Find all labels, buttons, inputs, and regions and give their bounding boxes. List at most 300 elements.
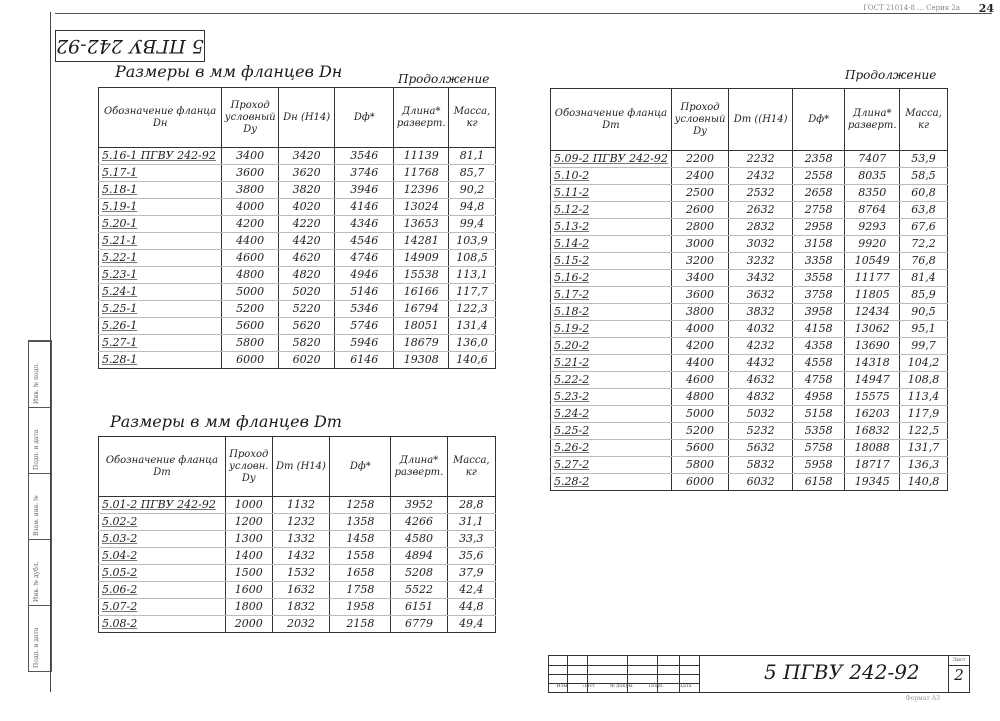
value-cell: 2500 <box>671 185 728 202</box>
value-cell: 6032 <box>729 474 793 491</box>
value-cell: 67,6 <box>900 219 948 236</box>
value-cell: 136,3 <box>900 457 948 474</box>
value-cell: 2000 <box>225 616 272 633</box>
flange-designation-cell: 5.22-2 <box>551 372 672 389</box>
value-cell: 3158 <box>793 236 845 253</box>
title-block-col-label: Подп. <box>648 683 665 689</box>
column-header: Dт ((H14) <box>729 89 793 151</box>
value-cell: 9293 <box>845 219 900 236</box>
value-cell: 95,1 <box>900 321 948 338</box>
side-strip-cell <box>29 539 51 606</box>
value-cell: 16166 <box>394 284 449 301</box>
flange-designation-cell: 5.23-1 <box>99 267 222 284</box>
value-cell: 12396 <box>394 182 449 199</box>
flange-designation-cell: 5.26-1 <box>99 318 222 335</box>
value-cell: 3400 <box>222 148 279 165</box>
page-number: 24 <box>978 2 994 15</box>
value-cell: 15575 <box>845 389 900 406</box>
column-header: Dн (H14) <box>279 88 335 148</box>
flange-designation-cell: 5.25-1 <box>99 301 222 318</box>
value-cell: 2832 <box>729 219 793 236</box>
value-cell: 5232 <box>729 423 793 440</box>
column-header: Dф* <box>330 437 391 497</box>
value-cell: 6020 <box>279 352 335 369</box>
column-header: Масса, кг <box>449 88 496 148</box>
value-cell: 4020 <box>279 199 335 216</box>
table-row <box>99 565 496 582</box>
value-cell: 12434 <box>845 304 900 321</box>
value-cell: 2358 <box>793 151 845 168</box>
value-cell: 3800 <box>671 304 728 321</box>
value-cell: 1458 <box>330 531 391 548</box>
value-cell: 6146 <box>335 352 394 369</box>
flange-designation-cell: 5.27-1 <box>99 335 222 352</box>
value-cell: 76,8 <box>900 253 948 270</box>
value-cell: 4400 <box>222 233 279 250</box>
value-cell: 4032 <box>729 321 793 338</box>
value-cell: 1132 <box>272 497 330 514</box>
value-cell: 31,1 <box>447 514 495 531</box>
value-cell: 99,7 <box>900 338 948 355</box>
title-block-labels <box>549 683 699 689</box>
value-cell: 4832 <box>729 389 793 406</box>
value-cell: 2658 <box>793 185 845 202</box>
value-cell: 1432 <box>272 548 330 565</box>
flange-designation-cell: 5.19-1 <box>99 199 222 216</box>
value-cell: 3400 <box>671 270 728 287</box>
flange-designation-cell: 5.18-2 <box>551 304 672 321</box>
value-cell: 5832 <box>729 457 793 474</box>
value-cell: 1532 <box>272 565 330 582</box>
table-row <box>551 151 948 168</box>
left-top-heading: Размеры в мм фланцев Dн <box>115 62 343 81</box>
table-row <box>99 531 496 548</box>
value-cell: 11177 <box>845 270 900 287</box>
title-block-col-label: Изм <box>556 683 568 689</box>
table-row <box>99 352 496 369</box>
column-header: Масса, кг <box>447 437 495 497</box>
flange-dt-table-2 <box>550 88 948 491</box>
value-cell: 90,2 <box>449 182 496 199</box>
value-cell: 6000 <box>222 352 279 369</box>
value-cell: 108,8 <box>900 372 948 389</box>
flange-designation-cell: 5.01-2 ПГВУ 242-92 <box>99 497 226 514</box>
side-strip-cell <box>29 341 51 408</box>
value-cell: 1300 <box>225 531 272 548</box>
value-cell: 3200 <box>671 253 728 270</box>
value-cell: 1000 <box>225 497 272 514</box>
table-row <box>551 406 948 423</box>
value-cell: 13653 <box>394 216 449 233</box>
table-row <box>99 318 496 335</box>
value-cell: 4894 <box>391 548 447 565</box>
table-row <box>99 599 496 616</box>
value-cell: 2558 <box>793 168 845 185</box>
value-cell: 4820 <box>279 267 335 284</box>
value-cell: 3232 <box>729 253 793 270</box>
value-cell: 5146 <box>335 284 394 301</box>
value-cell: 3620 <box>279 165 335 182</box>
table-row <box>99 335 496 352</box>
value-cell: 3958 <box>793 304 845 321</box>
column-header: Dф* <box>793 89 845 151</box>
flange-designation-cell: 5.09-2 ПГВУ 242-92 <box>551 151 672 168</box>
flange-designation-cell: 5.24-1 <box>99 284 222 301</box>
value-cell: 1500 <box>225 565 272 582</box>
sheet-label: Лист <box>952 657 966 663</box>
column-header: Обозначение фланца Dт <box>551 89 672 151</box>
table-row <box>551 287 948 304</box>
table-row <box>99 216 496 233</box>
flange-designation-cell: 5.16-1 ПГВУ 242-92 <box>99 148 222 165</box>
value-cell: 4000 <box>671 321 728 338</box>
value-cell: 42,4 <box>447 582 495 599</box>
value-cell: 7407 <box>845 151 900 168</box>
flange-designation-cell: 5.06-2 <box>99 582 226 599</box>
top-rule <box>55 13 992 14</box>
value-cell: 5620 <box>279 318 335 335</box>
value-cell: 63,8 <box>900 202 948 219</box>
value-cell: 4600 <box>671 372 728 389</box>
value-cell: 2200 <box>671 151 728 168</box>
value-cell: 3946 <box>335 182 394 199</box>
value-cell: 103,9 <box>449 233 496 250</box>
column-header: Dф* <box>335 88 394 148</box>
table-row <box>551 423 948 440</box>
flange-designation-cell: 5.28-2 <box>551 474 672 491</box>
value-cell: 85,7 <box>449 165 496 182</box>
value-cell: 13690 <box>845 338 900 355</box>
title-block-sheet <box>948 656 969 692</box>
column-header: Длина* разверт. <box>394 88 449 148</box>
value-cell: 4546 <box>335 233 394 250</box>
flange-designation-cell: 5.10-2 <box>551 168 672 185</box>
column-header: Проход условный Dу <box>671 89 728 151</box>
value-cell: 3358 <box>793 253 845 270</box>
value-cell: 4432 <box>729 355 793 372</box>
value-cell: 3758 <box>793 287 845 304</box>
title-block-col-label: Лист <box>582 683 596 689</box>
value-cell: 1632 <box>272 582 330 599</box>
rotated-stamp <box>55 30 205 62</box>
column-header: Dт (H14) <box>272 437 330 497</box>
grid-line <box>699 656 700 692</box>
flange-designation-cell: 5.28-1 <box>99 352 222 369</box>
value-cell: 2232 <box>729 151 793 168</box>
table-row <box>99 616 496 633</box>
flange-designation-cell: 5.27-2 <box>551 457 672 474</box>
table-row <box>99 165 496 182</box>
flange-designation-cell: 5.18-1 <box>99 182 222 199</box>
value-cell: 2800 <box>671 219 728 236</box>
value-cell: 8035 <box>845 168 900 185</box>
value-cell: 16794 <box>394 301 449 318</box>
value-cell: 2632 <box>729 202 793 219</box>
value-cell: 122,5 <box>900 423 948 440</box>
value-cell: 3546 <box>335 148 394 165</box>
value-cell: 8350 <box>845 185 900 202</box>
value-cell: 4800 <box>222 267 279 284</box>
flange-designation-cell: 5.25-2 <box>551 423 672 440</box>
value-cell: 6000 <box>671 474 728 491</box>
value-cell: 18088 <box>845 440 900 457</box>
title-block-col-label: Дата <box>678 683 692 689</box>
value-cell: 13062 <box>845 321 900 338</box>
value-cell: 35,6 <box>447 548 495 565</box>
table-row <box>551 474 948 491</box>
value-cell: 5000 <box>222 284 279 301</box>
value-cell: 1800 <box>225 599 272 616</box>
value-cell: 5746 <box>335 318 394 335</box>
value-cell: 5358 <box>793 423 845 440</box>
value-cell: 1332 <box>272 531 330 548</box>
left-bottom-heading: Размеры в мм фланцев Dт <box>110 412 342 431</box>
flange-designation-cell: 5.07-2 <box>99 599 226 616</box>
value-cell: 1758 <box>330 582 391 599</box>
value-cell: 136,0 <box>449 335 496 352</box>
side-strip-cell <box>29 407 51 474</box>
value-cell: 8764 <box>845 202 900 219</box>
value-cell: 33,3 <box>447 531 495 548</box>
value-cell: 37,9 <box>447 565 495 582</box>
value-cell: 81,1 <box>449 148 496 165</box>
table-row <box>551 355 948 372</box>
value-cell: 113,4 <box>900 389 948 406</box>
value-cell: 18051 <box>394 318 449 335</box>
value-cell: 18717 <box>845 457 900 474</box>
table-row <box>551 253 948 270</box>
right-continuation: Продолжение <box>845 68 937 82</box>
value-cell: 19345 <box>845 474 900 491</box>
value-cell: 6158 <box>793 474 845 491</box>
value-cell: 1558 <box>330 548 391 565</box>
value-cell: 4232 <box>729 338 793 355</box>
value-cell: 140,8 <box>900 474 948 491</box>
value-cell: 4946 <box>335 267 394 284</box>
value-cell: 11139 <box>394 148 449 165</box>
value-cell: 4400 <box>671 355 728 372</box>
flange-designation-cell: 5.02-2 <box>99 514 226 531</box>
flange-designation-cell: 5.26-2 <box>551 440 672 457</box>
value-cell: 13024 <box>394 199 449 216</box>
value-cell: 5820 <box>279 335 335 352</box>
value-cell: 4600 <box>222 250 279 267</box>
top-note: ГОСТ 21014-8 ... Серия 2а <box>863 4 960 12</box>
flange-designation-cell: 5.04-2 <box>99 548 226 565</box>
value-cell: 2400 <box>671 168 728 185</box>
value-cell: 4358 <box>793 338 845 355</box>
table-row <box>99 548 496 565</box>
flange-designation-cell: 5.23-2 <box>551 389 672 406</box>
value-cell: 140,6 <box>449 352 496 369</box>
table-row <box>551 202 948 219</box>
value-cell: 60,8 <box>900 185 948 202</box>
value-cell: 4420 <box>279 233 335 250</box>
value-cell: 94,8 <box>449 199 496 216</box>
table-row <box>551 236 948 253</box>
side-strip-label: Взам. инв. № <box>33 495 40 536</box>
value-cell: 4158 <box>793 321 845 338</box>
value-cell: 131,4 <box>449 318 496 335</box>
value-cell: 1400 <box>225 548 272 565</box>
value-cell: 16203 <box>845 406 900 423</box>
value-cell: 44,8 <box>447 599 495 616</box>
table-row <box>551 321 948 338</box>
value-cell: 4146 <box>335 199 394 216</box>
flange-designation-cell: 5.17-2 <box>551 287 672 304</box>
value-cell: 18679 <box>394 335 449 352</box>
flange-dt-table-1 <box>98 436 496 633</box>
value-cell: 16832 <box>845 423 900 440</box>
table-row <box>99 284 496 301</box>
table-row <box>99 301 496 318</box>
value-cell: 2158 <box>330 616 391 633</box>
value-cell: 3558 <box>793 270 845 287</box>
value-cell: 5522 <box>391 582 447 599</box>
flange-designation-cell: 5.11-2 <box>551 185 672 202</box>
value-cell: 1232 <box>272 514 330 531</box>
value-cell: 1258 <box>330 497 391 514</box>
value-cell: 5000 <box>671 406 728 423</box>
table-row <box>99 182 496 199</box>
side-stamp-strip <box>28 340 52 672</box>
value-cell: 5958 <box>793 457 845 474</box>
value-cell: 4558 <box>793 355 845 372</box>
value-cell: 3032 <box>729 236 793 253</box>
table-row <box>551 304 948 321</box>
value-cell: 4746 <box>335 250 394 267</box>
value-cell: 53,9 <box>900 151 948 168</box>
title-block-doc: 5 ПГВУ 242-92 <box>764 660 920 684</box>
flange-designation-cell: 5.03-2 <box>99 531 226 548</box>
title-block-col-label: № докум. <box>609 683 634 689</box>
grid-line <box>549 665 699 666</box>
value-cell: 131,7 <box>900 440 948 457</box>
flange-designation-cell: 5.22-1 <box>99 250 222 267</box>
value-cell: 5758 <box>793 440 845 457</box>
value-cell: 1358 <box>330 514 391 531</box>
side-strip-cell <box>29 473 51 540</box>
value-cell: 4266 <box>391 514 447 531</box>
value-cell: 19308 <box>394 352 449 369</box>
value-cell: 2958 <box>793 219 845 236</box>
flange-designation-cell: 5.21-2 <box>551 355 672 372</box>
value-cell: 2032 <box>272 616 330 633</box>
flange-designation-cell: 5.05-2 <box>99 565 226 582</box>
value-cell: 3632 <box>729 287 793 304</box>
flange-designation-cell: 5.21-1 <box>99 233 222 250</box>
value-cell: 3420 <box>279 148 335 165</box>
value-cell: 5200 <box>222 301 279 318</box>
flange-designation-cell: 5.24-2 <box>551 406 672 423</box>
side-strip-label: Инв. № подл. <box>33 362 40 404</box>
value-cell: 5020 <box>279 284 335 301</box>
table-row <box>551 372 948 389</box>
value-cell: 15538 <box>394 267 449 284</box>
value-cell: 117,7 <box>449 284 496 301</box>
side-strip-label: Инв. № дубл. <box>33 561 40 602</box>
value-cell: 1200 <box>225 514 272 531</box>
value-cell: 14318 <box>845 355 900 372</box>
column-header: Масса, кг <box>900 89 948 151</box>
table-row <box>99 497 496 514</box>
value-cell: 4620 <box>279 250 335 267</box>
value-cell: 5800 <box>671 457 728 474</box>
sheet-number: 2 <box>949 665 969 684</box>
value-cell: 58,5 <box>900 168 948 185</box>
value-cell: 108,5 <box>449 250 496 267</box>
flange-designation-cell: 5.14-2 <box>551 236 672 253</box>
value-cell: 11768 <box>394 165 449 182</box>
value-cell: 49,4 <box>447 616 495 633</box>
stamp-text: 5 ПГВУ 242-92 <box>56 35 204 57</box>
flange-designation-cell: 5.16-2 <box>551 270 672 287</box>
side-strip-label: Подп. и дата <box>33 429 40 470</box>
value-cell: 104,2 <box>900 355 948 372</box>
value-cell: 122,3 <box>449 301 496 318</box>
value-cell: 10549 <box>845 253 900 270</box>
flange-designation-cell: 5.17-1 <box>99 165 222 182</box>
value-cell: 6151 <box>391 599 447 616</box>
table-row <box>551 168 948 185</box>
value-cell: 4958 <box>793 389 845 406</box>
column-header: Проход условный Dу <box>222 88 279 148</box>
flange-designation-cell: 5.12-2 <box>551 202 672 219</box>
value-cell: 3000 <box>671 236 728 253</box>
value-cell: 3746 <box>335 165 394 182</box>
value-cell: 4000 <box>222 199 279 216</box>
value-cell: 3820 <box>279 182 335 199</box>
title-block <box>548 655 970 693</box>
value-cell: 3832 <box>729 304 793 321</box>
table-row <box>99 250 496 267</box>
left-top-continuation: Продолжение <box>398 72 490 86</box>
column-header: Проход условн. Dу <box>225 437 272 497</box>
value-cell: 5346 <box>335 301 394 318</box>
value-cell: 6779 <box>391 616 447 633</box>
column-header: Длина* разверт. <box>391 437 447 497</box>
value-cell: 90,5 <box>900 304 948 321</box>
value-cell: 4200 <box>222 216 279 233</box>
value-cell: 3432 <box>729 270 793 287</box>
value-cell: 5208 <box>391 565 447 582</box>
grid-line <box>549 674 699 675</box>
value-cell: 5946 <box>335 335 394 352</box>
value-cell: 1832 <box>272 599 330 616</box>
table-row <box>99 267 496 284</box>
value-cell: 117,9 <box>900 406 948 423</box>
value-cell: 1958 <box>330 599 391 616</box>
value-cell: 3600 <box>671 287 728 304</box>
column-header: Длина* разверт. <box>845 89 900 151</box>
value-cell: 4200 <box>671 338 728 355</box>
flange-designation-cell: 5.20-2 <box>551 338 672 355</box>
value-cell: 113,1 <box>449 267 496 284</box>
value-cell: 1658 <box>330 565 391 582</box>
table-row <box>99 199 496 216</box>
table-row <box>551 270 948 287</box>
table-row <box>99 148 496 165</box>
bottom-note: Формат А3 <box>905 695 940 702</box>
value-cell: 72,2 <box>900 236 948 253</box>
value-cell: 3952 <box>391 497 447 514</box>
value-cell: 14947 <box>845 372 900 389</box>
value-cell: 5632 <box>729 440 793 457</box>
value-cell: 2600 <box>671 202 728 219</box>
table-row <box>551 457 948 474</box>
table-row <box>551 338 948 355</box>
value-cell: 11805 <box>845 287 900 304</box>
